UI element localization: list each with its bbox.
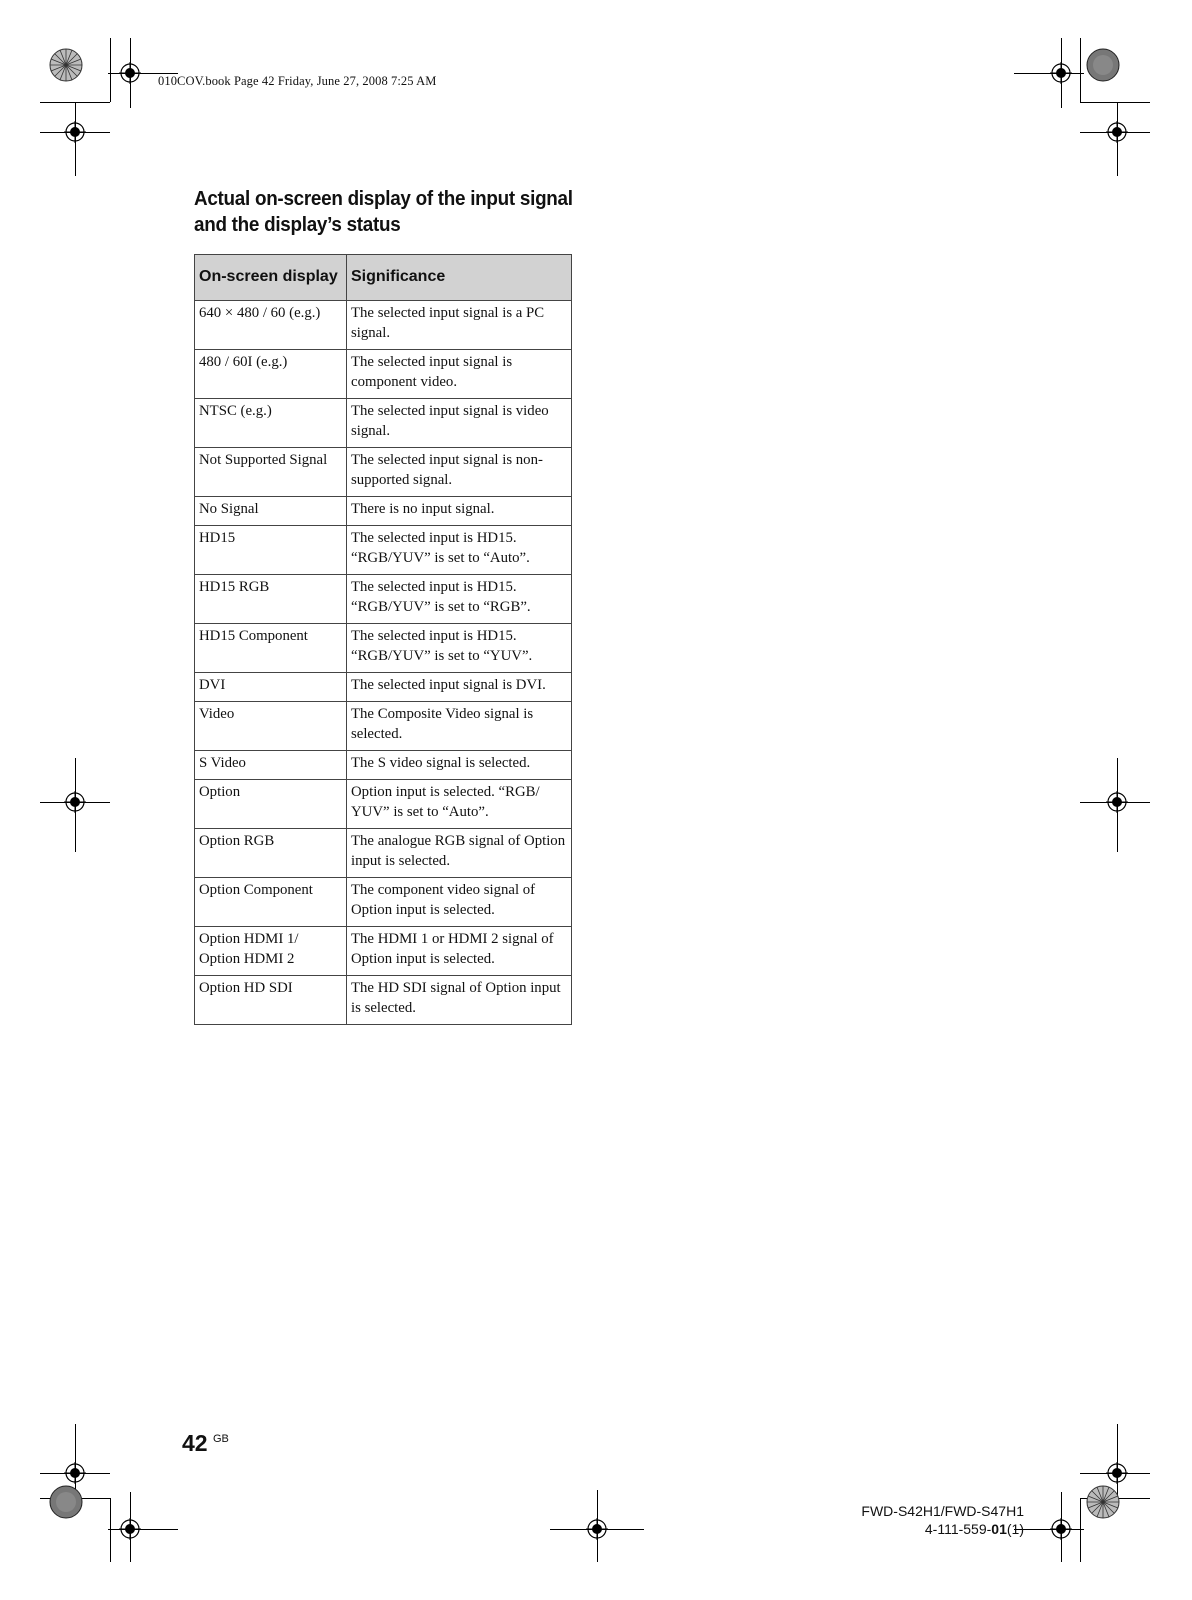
gray-target-icon <box>1086 48 1120 82</box>
registration-target-icon <box>64 791 86 813</box>
table-row <box>195 301 572 350</box>
registration-target-icon <box>1106 1462 1128 1484</box>
column-header-onscreen-display: On-screen display <box>195 255 347 301</box>
table-row <box>195 575 572 624</box>
section-title-line-2: and the display’s status <box>194 213 401 236</box>
model-number: FWD-S42H1/FWD-S47H1 <box>861 1503 1024 1519</box>
onscreen-display-cell: Video <box>195 702 347 751</box>
table-row <box>195 829 572 878</box>
onscreen-display-cell: No Signal <box>195 497 347 526</box>
onscreen-display-cell: Option HD SDI <box>195 976 347 1025</box>
table-row <box>195 497 572 526</box>
table-row <box>195 878 572 927</box>
significance-cell: The S video signal is selected. <box>347 751 572 780</box>
table-row <box>195 350 572 399</box>
registration-target-icon <box>64 1462 86 1484</box>
table-row <box>195 927 572 976</box>
table-row <box>195 780 572 829</box>
significance-cell: The selected input signal is component video. <box>347 350 572 399</box>
onscreen-display-cell: HD15 <box>195 526 347 575</box>
onscreen-display-cell: S Video <box>195 751 347 780</box>
document-code <box>925 1521 1024 1537</box>
significance-cell: The selected input signal is DVI. <box>347 673 572 702</box>
document-code-suffix: (1) <box>1006 1521 1024 1537</box>
significance-cell: The selected input signal is video signal. <box>347 399 572 448</box>
table-header-row <box>195 255 572 301</box>
registration-target-icon <box>119 62 141 84</box>
document-code-bold: 01 <box>991 1521 1007 1537</box>
onscreen-display-cell: 640 × 480 / 60 (e.g.) <box>195 301 347 350</box>
table-row <box>195 702 572 751</box>
print-header-info: 010COV.book Page 42 Friday, June 27, 2008 7:25 AM <box>158 74 437 88</box>
onscreen-display-cell: 480 / 60I (e.g.) <box>195 350 347 399</box>
registration-target-icon <box>1050 62 1072 84</box>
gray-target-icon <box>49 1485 83 1519</box>
onscreen-display-cell: DVI <box>195 673 347 702</box>
page-language-suffix: GB <box>213 1433 229 1445</box>
starburst-target-icon <box>49 48 83 82</box>
significance-cell: The selected input signal is a PC signal. <box>347 301 572 350</box>
table-row <box>195 399 572 448</box>
section-title <box>194 186 580 238</box>
onscreen-display-cell: NTSC (e.g.) <box>195 399 347 448</box>
table-row <box>195 751 572 780</box>
onscreen-display-cell: Option RGB <box>195 829 347 878</box>
signal-status-table <box>194 254 572 1025</box>
onscreen-display-cell: Option Component <box>195 878 347 927</box>
onscreen-display-cell: Option HDMI 1/ Option HDMI 2 <box>195 927 347 976</box>
registration-target-icon <box>1106 121 1128 143</box>
section-title-line-1: Actual on-screen display of the input signal <box>194 187 573 210</box>
significance-cell: The component video signal of Option input is selected. <box>347 878 572 927</box>
significance-cell: The HD SDI signal of Option input is selected. <box>347 976 572 1025</box>
table-row <box>195 976 572 1025</box>
significance-cell: The selected input is HD15. “RGB/YUV” is set to “YUV”. <box>347 624 572 673</box>
table-row <box>195 448 572 497</box>
significance-cell: The selected input signal is non-supported signal. <box>347 448 572 497</box>
onscreen-display-cell: HD15 RGB <box>195 575 347 624</box>
onscreen-display-cell: Not Supported Signal <box>195 448 347 497</box>
table-row <box>195 673 572 702</box>
registration-target-icon <box>64 121 86 143</box>
table-row <box>195 624 572 673</box>
document-code-prefix: 4-111-559- <box>924 1521 992 1537</box>
significance-cell: The selected input is HD15. “RGB/YUV” is set to “Auto”. <box>347 526 572 575</box>
significance-cell: There is no input signal. <box>347 497 572 526</box>
significance-cell: The HDMI 1 or HDMI 2 signal of Option input is selected. <box>347 927 572 976</box>
significance-cell: Option input is selected. “RGB/ YUV” is set to “Auto”. <box>347 780 572 829</box>
registration-target-icon <box>1050 1518 1072 1540</box>
significance-cell: The Composite Video signal is selected. <box>347 702 572 751</box>
registration-target-icon <box>1106 791 1128 813</box>
starburst-target-icon <box>1086 1485 1120 1519</box>
significance-cell: The selected input is HD15. “RGB/YUV” is set to “RGB”. <box>347 575 572 624</box>
column-header-significance: Significance <box>347 255 572 301</box>
onscreen-display-cell: HD15 Component <box>195 624 347 673</box>
registration-target-icon <box>586 1518 608 1540</box>
significance-cell: The analogue RGB signal of Option input is selected. <box>347 829 572 878</box>
onscreen-display-cell: Option <box>195 780 347 829</box>
table-row <box>195 526 572 575</box>
registration-target-icon <box>119 1518 141 1540</box>
page-number: 42 <box>182 1430 208 1456</box>
